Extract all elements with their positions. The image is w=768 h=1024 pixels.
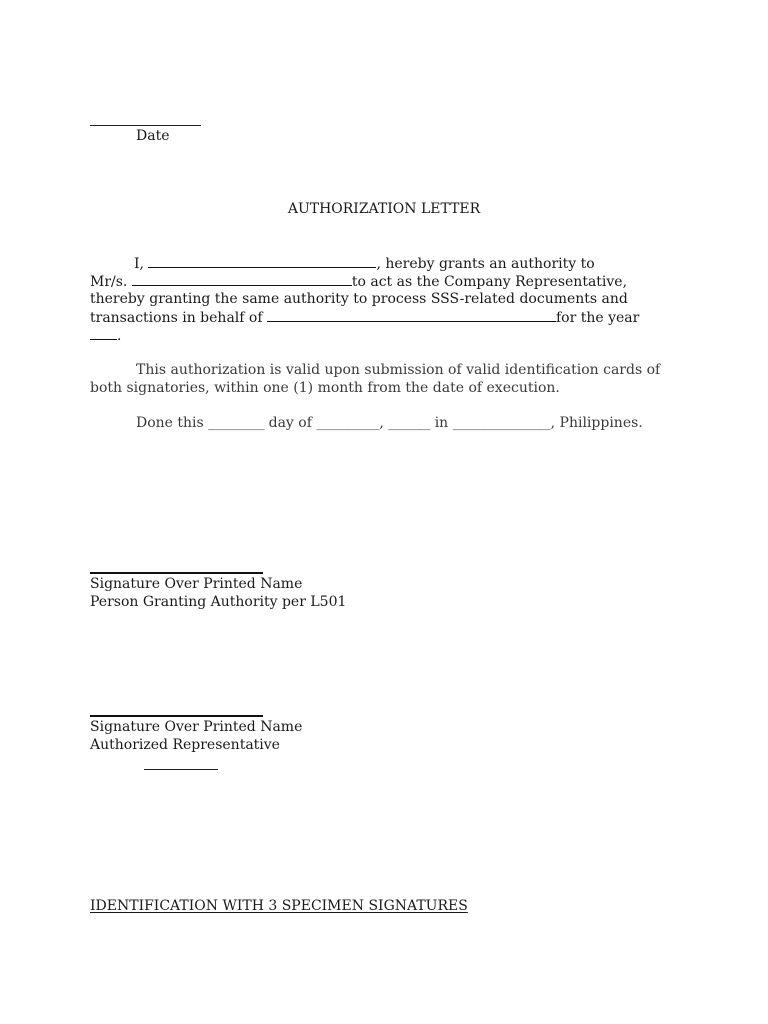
paragraph-1-line-4 (90, 309, 639, 326)
identification-heading: IDENTIFICATION WITH 3 SPECIMEN SIGNATURES (90, 898, 468, 914)
mrs-text: Mr/s. (90, 274, 128, 290)
company-name-blank[interactable] (267, 309, 556, 322)
date-line[interactable] (90, 113, 201, 126)
for-year-text: for the year (555, 310, 640, 326)
period-text: . (117, 328, 122, 344)
date-label: Date (136, 128, 170, 144)
signature-2-role: Authorized Representative (90, 737, 280, 753)
paragraph-1-line-1 (134, 255, 595, 272)
paragraph-1-line-5 (90, 327, 121, 344)
representative-name-blank[interactable] (132, 273, 352, 286)
done-this-line: Done this ________ day of _________, ______ in ______________, Philippines. (136, 415, 643, 431)
paragraph-2-line-1: This authorization is valid upon submission of valid identification cards of (136, 362, 661, 378)
signature-2-line[interactable] (90, 703, 263, 717)
paragraph-2-line-2: both signatories, within one (1) month from the date of execution. (90, 380, 560, 396)
paragraph-1-line-3: thereby granting the same authority to process SSS-related documents and (90, 291, 628, 307)
grantor-name-blank[interactable] (148, 255, 376, 268)
grant-text: , hereby grants an authority to (376, 256, 595, 272)
representative-extra-line[interactable] (144, 757, 218, 770)
signature-1-line[interactable] (90, 560, 263, 574)
pronoun-text: I, (134, 256, 144, 272)
letter-title: AUTHORIZATION LETTER (287, 201, 481, 217)
year-blank[interactable] (90, 327, 117, 340)
signature-1-role: Person Granting Authority per L501 (90, 594, 347, 610)
signature-2-label: Signature Over Printed Name (90, 719, 303, 735)
signature-1-label: Signature Over Printed Name (90, 576, 303, 592)
behalf-text: transactions in behalf of (90, 310, 263, 326)
company-rep-text: to act as the Company Representative, (351, 274, 628, 290)
paragraph-1-line-2 (90, 273, 627, 290)
